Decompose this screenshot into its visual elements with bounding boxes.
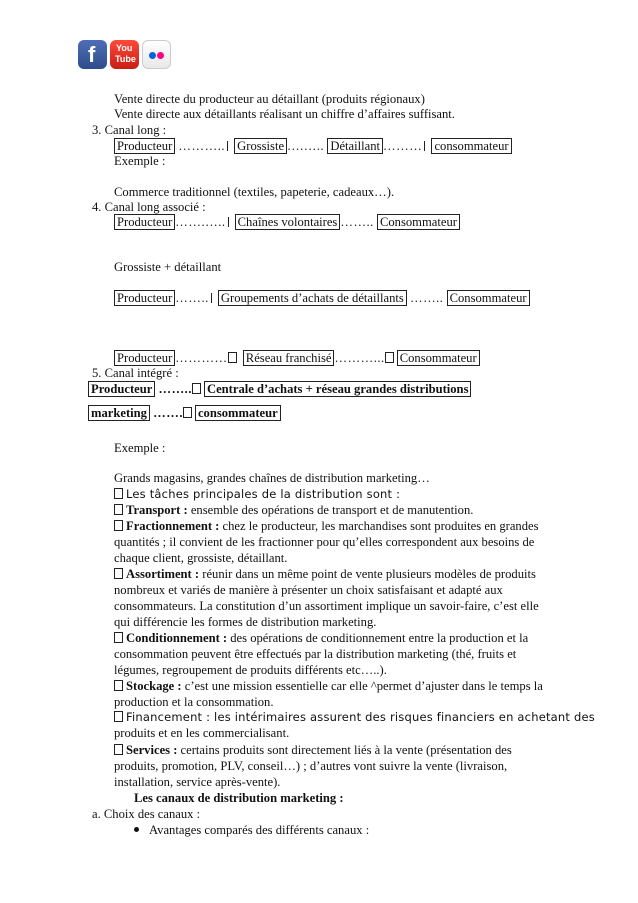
canal-integre-line-1 [88,381,471,397]
chain-dots: ……. [153,406,183,420]
chain-dots: …….. [175,291,209,305]
missing-glyph-box [385,352,394,363]
missing-glyph-box [183,407,192,418]
tache-financement [114,710,595,725]
integre-marketing: marketing [88,405,150,421]
heading-canal-long: 3. Canal long : [92,123,167,137]
arrow-mark [227,141,228,151]
facebook-icon[interactable] [78,40,107,69]
tache-financement-cont: produits et en les commercialisant. [114,726,290,740]
missing-glyph-box [114,520,123,531]
canal-associe-chain-3 [114,350,480,366]
tache-text: réunir dans un même point de vente plusieurs modèles de produits nombreux et variés de manière à présenter un choix satisfaisant et adapté aux consommateurs. La constitution d’un assortiment implique un savoir-faire, c’est elle qui différencie les formes de distribution marketing. [114,567,539,629]
intro-line-2: Vente directe aux détaillants réalisant un chiffre d’affaires suffisant. [114,107,455,121]
bullet-avantages [134,823,369,838]
tache-conditionnement [114,630,554,678]
missing-glyph-box [114,632,123,643]
chain-dots: ………… [175,351,228,365]
integre-centrale: Centrale d’achats + réseau grandes distributions [204,381,472,397]
bullet-text: Avantages comparés des différents canaux : [149,823,370,837]
tache-label: Conditionnement : [126,631,228,645]
missing-glyph-box [114,744,123,755]
tache-assortiment [114,566,554,630]
bullet-dot [134,827,139,832]
canal-associe-chain-2 [114,290,530,306]
tache-label: Assortiment : [126,567,200,581]
tache-text: ensemble des opérations de transport et de manutention. [187,503,474,517]
chain-consommateur: consommateur [431,138,511,154]
tache-label: Stockage : [126,679,182,693]
tache-transport [114,502,554,518]
missing-glyph-box [114,680,123,691]
chain-producteur: Producteur [114,214,175,230]
heading-canal-associe: 4. Canal long associé : [92,200,206,214]
flickr-blue-dot [149,52,156,59]
youtube-label-top: You [116,43,133,53]
chain-groupements: Groupements d’achats de détaillants [218,290,407,306]
chain-dots: …….….. [175,215,226,229]
arrow-mark [424,141,425,151]
chain-dots: …….. [158,382,192,396]
integre-producteur: Producteur [88,381,155,397]
tache-label: Fractionnement : [126,519,220,533]
chain-dots: ……… [383,139,423,153]
chain-producteur: Producteur [114,350,175,366]
chain-dots: …….. [340,215,374,229]
chain-dots: ………... [334,351,385,365]
exemple-label: Exemple : [114,154,166,168]
heading-canal-integre: 5. Canal intégré : [92,366,179,380]
integre-consommateur: consommateur [195,405,281,421]
chain-chaines-volontaires: Chaînes volontaires [235,214,341,230]
tache-label: Services : [126,743,178,757]
canal-integre-line-2 [88,405,281,421]
facebook-glyph: f [88,42,96,67]
youtube-icon[interactable] [110,40,139,69]
missing-glyph-box [114,568,123,579]
chain-dots: ….….. [287,139,325,153]
exemple-text: Grands magasins, grandes chaînes de distribution marketing… [114,471,430,485]
tache-text: certains produits sont directement liés à la vente (présentation des produits, promotion, PLV, conseil…) ; d’autres vont suivre la vente (livraison, installation, service après-vente). [114,743,512,789]
missing-glyph-box [192,383,201,394]
missing-glyph-box [114,504,123,515]
tache-fractionnement [114,518,554,566]
chain-consommateur: Consommateur [377,214,460,230]
tache-text: c’est une mission essentielle car elle ^permet d’ajuster dans le temps la production et la consommation. [114,679,543,709]
tache-stockage [114,678,554,710]
chain-producteur: Producteur [114,290,175,306]
tache-label: Transport : [126,503,188,517]
sub-grossiste-detaillant: Grossiste + détaillant [114,260,222,274]
chain-detaillant: Détaillant [327,138,383,154]
flickr-icon[interactable] [142,40,171,69]
arrow-mark [211,293,212,303]
tache-text: chez le producteur, les marchandises sont produites en grandes quantités ; il convient de les fractionner pour qu’elles correspondent aux besoins de chaque client, grossiste, détaillant. [114,519,539,565]
arrow-mark [228,217,229,227]
exemple-label: Exemple : [114,441,166,455]
chain-reseau-franchise: Réseau franchisé [243,350,335,366]
chain-grossiste: Grossiste [234,138,287,154]
chain-consommateur: Consommateur [397,350,480,366]
chain-dots: ……….. [178,139,225,153]
canaux-title: Les canaux de distribution marketing : [134,791,344,805]
flickr-pink-dot [157,52,164,59]
tache-text: des opérations de conditionnement entre la production et la consommation peuvent être effectués par la distribution marketing (thé, fruits et légumes, regroupement de produits différents etc…..). [114,631,529,677]
youtube-label-bottom: Tube [115,54,136,64]
missing-glyph-box [114,488,123,499]
missing-glyph-box [114,711,123,722]
chain-dots: …….. [409,291,444,305]
intro-line-1: Vente directe du producteur au détaillant (produits régionaux) [114,92,425,106]
chain-producteur: Producteur [114,138,175,154]
taches-heading-text: Les tâches principales de la distribution sont : [126,487,401,501]
exemple-text: Commerce traditionnel (textiles, papeterie, cadeaux…). [114,185,395,199]
missing-glyph-box [228,352,237,363]
chain-consommateur: Consommateur [447,290,530,306]
canal-long-chain [114,138,512,154]
tache-services [114,742,554,790]
canal-associe-chain-1 [114,214,460,230]
tache-text: Financement : les intérimaires assurent des risques financiers en achetant des [126,710,595,724]
taches-heading [114,487,400,502]
choix-canaux: a. Choix des canaux : [92,807,201,821]
